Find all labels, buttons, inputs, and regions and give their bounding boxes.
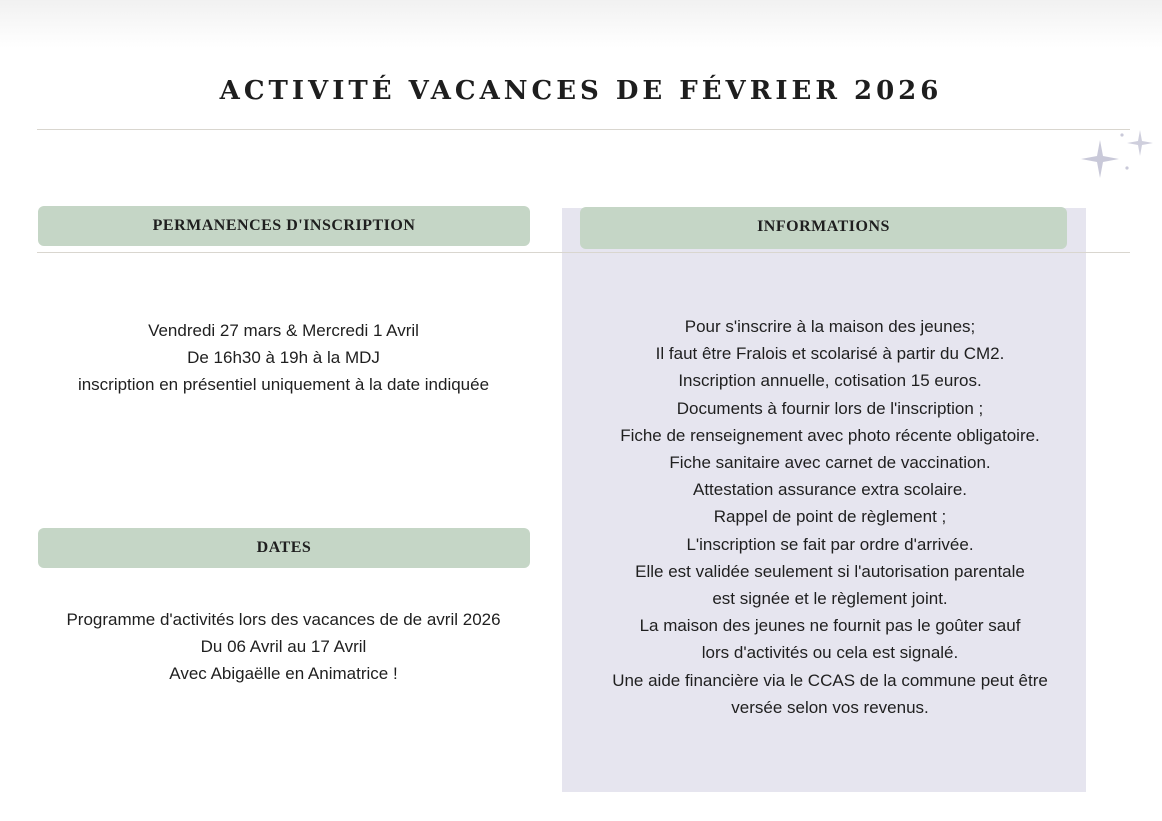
informations-line: Fiche sanitaire avec carnet de vaccination. [669, 453, 991, 473]
sparkle-dot-2 [1125, 166, 1128, 169]
informations-line: La maison des jeunes ne fournit pas le goûter sauf [639, 616, 1021, 636]
informations-line: Pour s'inscrire à la maison des jeunes; [684, 317, 976, 336]
informations-line: Une aide financière via le CCAS de la commune peut être [612, 670, 1048, 690]
sparkle-large [1081, 140, 1119, 178]
informations-text [562, 313, 1098, 721]
dates-line: Du 06 Avril au 17 Avril [200, 637, 367, 656]
top-shade [0, 0, 1162, 48]
informations-line: Fiche de renseignement avec photo récente obligatoire. [620, 425, 1040, 445]
permanences-line: De 16h30 à 19h à la MDJ [187, 348, 380, 367]
dates-heading: DATES [38, 528, 530, 568]
informations-line: Il faut être Fralois et scolarisé à partir du CM2. [655, 344, 1005, 364]
dates-text [37, 606, 530, 687]
informations-line: Elle est validée seulement si l'autorisation parentale [635, 561, 1025, 581]
section-divider [37, 252, 1130, 253]
informations-line: Attestation assurance extra scolaire. [692, 480, 968, 500]
informations-line: Documents à fournir lors de l'inscription ; [676, 398, 984, 418]
informations-line: Rappel de point de règlement ; [713, 507, 947, 527]
sparkle-medium [1127, 130, 1153, 156]
dates-line: Avec Abigaëlle en Animatrice ! [169, 664, 398, 683]
informations-line: lors d'activités ou cela est signalé. [701, 643, 959, 663]
informations-line: est signée et le règlement joint. [712, 589, 948, 609]
sparkle-dot-1 [1120, 133, 1123, 136]
permanences-heading: PERMANENCES D'INSCRIPTION [38, 206, 530, 246]
title-divider [37, 129, 1130, 130]
informations-line: L'inscription se fait par ordre d'arrivée. [686, 534, 974, 554]
page-title: ACTIVITÉ VACANCES DE FÉVRIER 2026 [219, 76, 943, 106]
dates-line: Programme d'activités lors des vacances de de avril 2026 [66, 610, 501, 629]
sparkle-icon [1080, 128, 1156, 184]
informations-heading: INFORMATIONS [580, 207, 1067, 249]
permanences-line: inscription en présentiel uniquement à la date indiquée [77, 375, 490, 394]
permanences-text [37, 317, 530, 398]
permanences-line: Vendredi 27 mars & Mercredi 1 Avril [148, 321, 419, 340]
informations-line: Inscription annuelle, cotisation 15 euros. [678, 371, 982, 391]
informations-line: versée selon vos revenus. [731, 697, 929, 717]
